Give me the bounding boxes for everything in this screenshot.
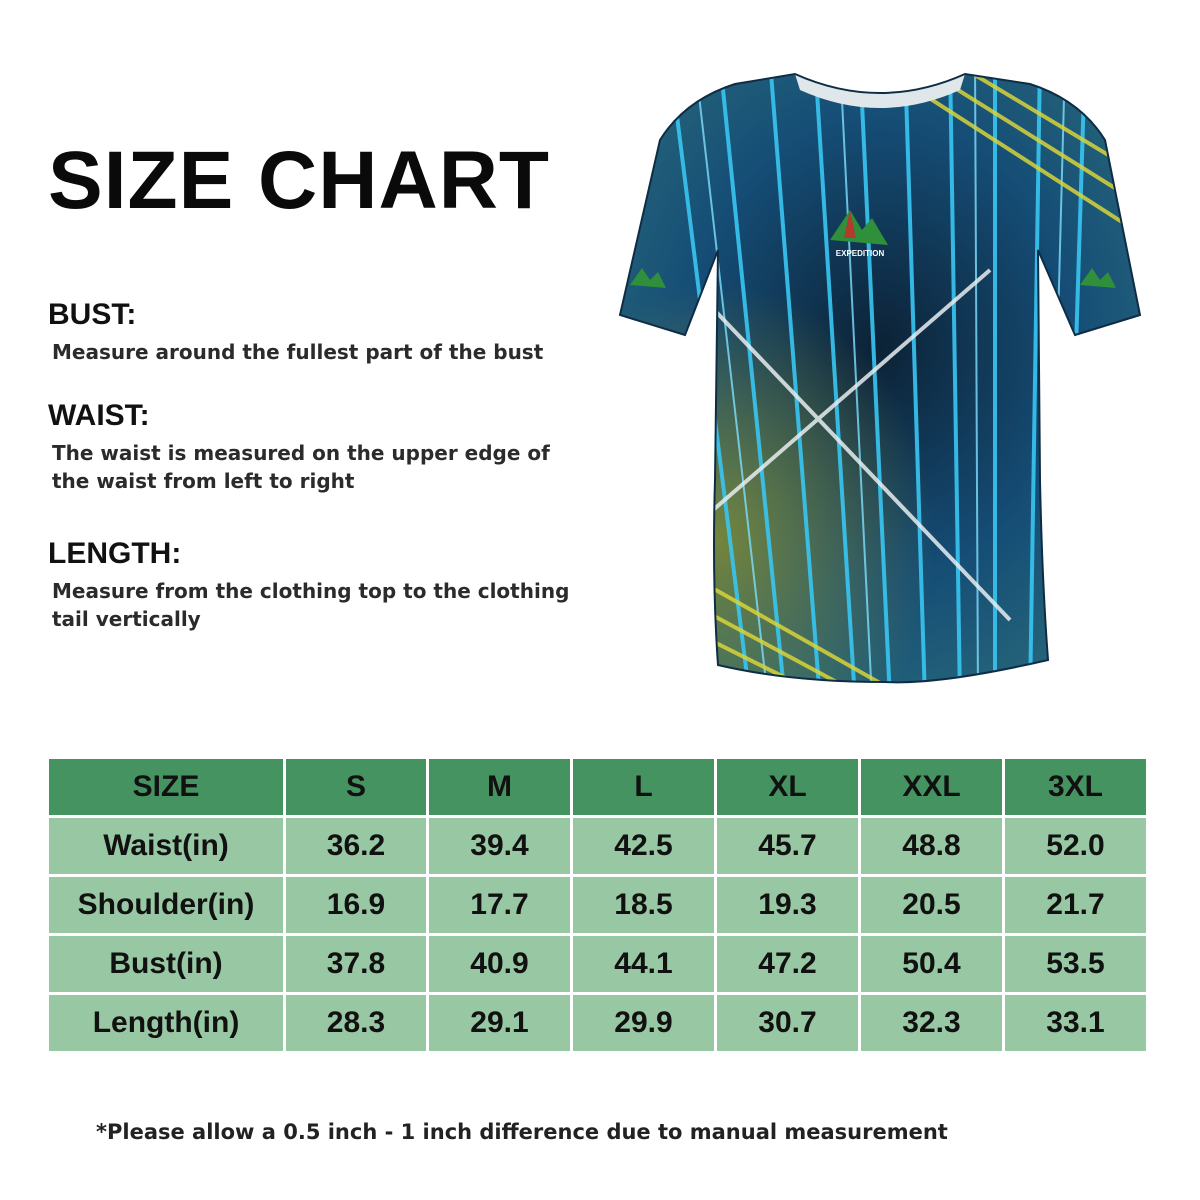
table-cell: 32.3 bbox=[861, 995, 1002, 1051]
table-cell: 18.5 bbox=[573, 877, 714, 933]
table-row-label: Shoulder(in) bbox=[49, 877, 283, 933]
table-row-label: Waist(in) bbox=[49, 818, 283, 874]
table-cell: 28.3 bbox=[286, 995, 426, 1051]
waist-description-line: The waist is measured on the upper edge of bbox=[52, 441, 550, 465]
table-cell: 48.8 bbox=[861, 818, 1002, 874]
length-description-line: Measure from the clothing top to the clothing bbox=[52, 579, 570, 603]
page-title: SIZE CHART bbox=[48, 135, 550, 226]
length-description bbox=[52, 577, 569, 633]
table-header-cell: XL bbox=[717, 759, 858, 815]
waist-section bbox=[48, 401, 550, 495]
table-cell: 36.2 bbox=[286, 818, 426, 874]
table-cell: 29.1 bbox=[429, 995, 570, 1051]
shirt-logo-text: EXPEDITION bbox=[835, 249, 885, 258]
table-cell: 44.1 bbox=[573, 936, 714, 992]
table-row bbox=[49, 877, 1146, 933]
waist-description bbox=[52, 439, 550, 495]
table-row bbox=[49, 995, 1146, 1051]
waist-heading: WAIST: bbox=[48, 399, 150, 432]
table-row bbox=[49, 818, 1146, 874]
table-cell: 30.7 bbox=[717, 995, 858, 1051]
table-cell: 19.3 bbox=[717, 877, 858, 933]
table-header-row bbox=[49, 759, 1146, 815]
bust-description-line: Measure around the fullest part of the bust bbox=[52, 340, 544, 364]
table-header-cell: 3XL bbox=[1005, 759, 1146, 815]
table-cell: 52.0 bbox=[1005, 818, 1146, 874]
table-cell: 33.1 bbox=[1005, 995, 1146, 1051]
table-header-cell: SIZE bbox=[49, 759, 283, 815]
table-cell: 37.8 bbox=[286, 936, 426, 992]
table-header-cell: S bbox=[286, 759, 426, 815]
table-cell: 47.2 bbox=[717, 936, 858, 992]
table-row-label: Bust(in) bbox=[49, 936, 283, 992]
table-cell: 39.4 bbox=[429, 818, 570, 874]
table-cell: 45.7 bbox=[717, 818, 858, 874]
size-table bbox=[46, 756, 1149, 1054]
table-cell: 42.5 bbox=[573, 818, 714, 874]
table-cell: 20.5 bbox=[861, 877, 1002, 933]
table-cell: 53.5 bbox=[1005, 936, 1146, 992]
bust-section bbox=[48, 300, 543, 366]
length-heading: LENGTH: bbox=[48, 537, 182, 570]
bust-description bbox=[52, 338, 543, 366]
table-cell: 16.9 bbox=[286, 877, 426, 933]
table-header-cell: XXL bbox=[861, 759, 1002, 815]
table-cell: 17.7 bbox=[429, 877, 570, 933]
measurement-note: *Please allow a 0.5 inch - 1 inch difference due to manual measurement bbox=[96, 1120, 948, 1144]
table-cell: 21.7 bbox=[1005, 877, 1146, 933]
table-header-cell: L bbox=[573, 759, 714, 815]
length-description-line: tail vertically bbox=[52, 607, 201, 631]
length-section bbox=[48, 539, 569, 633]
table-row bbox=[49, 936, 1146, 992]
bust-heading: BUST: bbox=[48, 298, 137, 331]
waist-description-line: the waist from left to right bbox=[52, 469, 355, 493]
table-row-label: Length(in) bbox=[49, 995, 283, 1051]
table-header-cell: M bbox=[429, 759, 570, 815]
table-cell: 29.9 bbox=[573, 995, 714, 1051]
tshirt-image bbox=[610, 60, 1150, 700]
table-cell: 50.4 bbox=[861, 936, 1002, 992]
table-cell: 40.9 bbox=[429, 936, 570, 992]
